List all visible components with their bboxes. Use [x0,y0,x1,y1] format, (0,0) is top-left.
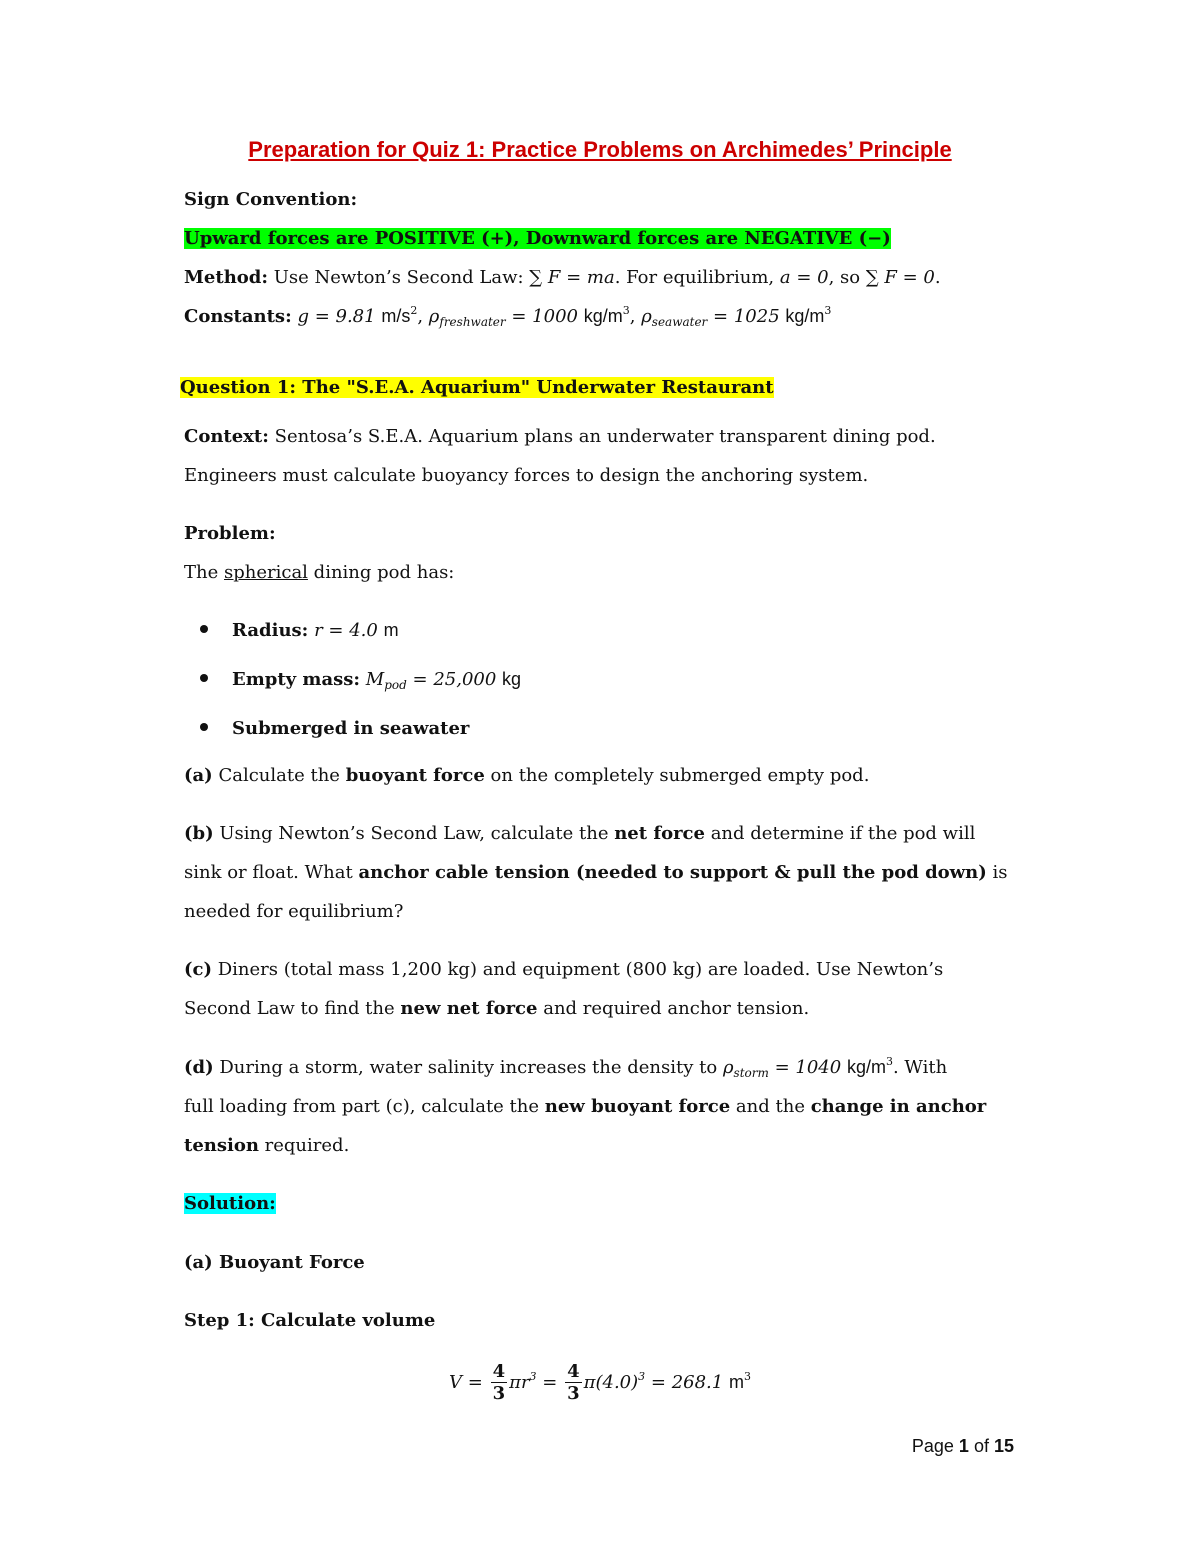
constant-rho-fresh-value: = 1000 [511,306,578,327]
method-eq-equilibrium: F = 0 [884,267,935,288]
part-c-text-1: Diners (total mass 1,200 kg) and equipment (800 kg) are loaded. Use Newton’s [217,959,944,980]
bullet-dot [200,625,208,633]
pod-intro-spherical: spherical [224,562,308,583]
footer-page-number: 1 [958,1436,969,1456]
fraction-numerator: 4 [492,1361,506,1382]
method-so: , so ∑ [828,267,879,288]
method-line [184,267,941,289]
eq-result-unit: m [728,1372,744,1393]
part-c-line-2 [184,998,809,1020]
question1-heading-text: Question 1: The "S.E.A. Aquarium" Underwater Restaurant [180,377,774,398]
part-a-bold: buoyant force [345,765,485,786]
mass-symbol: M [365,669,385,690]
part-d-bold-1: new buoyant force [544,1096,731,1117]
context-text-1: Sentosa’s S.E.A. Aquarium plans an underwater transparent dining pod. [274,426,936,447]
part-b-bold-2: anchor cable tension (needed to support & pull the pod down) [358,862,987,883]
part-b-bold-1: net force [614,823,705,844]
part-b-text-1: Using Newton’s Second Law, calculate the [219,823,609,844]
part-d-bold-2: change in anchor [810,1096,987,1117]
pod-intro-pre: The [184,562,219,583]
part-b-line-3: needed for equilibrium? [184,901,404,922]
context-label: Context: [184,426,269,447]
method-eq-accel: a = 0 [779,267,829,288]
context-line-1 [184,426,936,448]
part-b-line-2 [184,862,1008,884]
fraction-denominator: 3 [492,1382,506,1404]
part-c-label: (c) [184,959,212,980]
context-line-2: Engineers must calculate buoyancy forces to design the anchoring system. [184,465,869,486]
part-d-line-1: (d) During a storm, water salinity increases the density to $\rho_{storm} = 1040$ $kg/m^3$. With [184,1055,948,1080]
method-label: Method: [184,267,269,288]
part-b-text-2: and determine if the pod will [710,823,976,844]
eq-result: = 268.1 [650,1372,724,1394]
sign-convention-rule [184,228,891,250]
footer-page-total: 15 [993,1436,1014,1456]
method-eq-newton: F = ma [547,267,615,288]
pod-intro-post: dining pod has: [313,562,455,583]
problem-label: Problem: [184,523,276,544]
part-b-label: (b) [184,823,214,844]
bullet-submerged [200,718,469,740]
footer-of-word: of [973,1436,989,1456]
part-c-text-2: Second Law to find the [184,998,395,1019]
sign-convention-heading: Sign Convention: [184,189,358,210]
bullet-radius [200,620,399,642]
fraction-four-thirds [491,1362,508,1404]
part-a-text-1: Calculate the [218,765,340,786]
footer-page-word: Page [911,1436,954,1456]
solution-heading [184,1193,276,1215]
fraction-denominator-2: 3 [567,1382,580,1404]
bullet-dot [200,674,208,682]
constant-rho-fresh-sub: freshwater [439,315,506,329]
volume-equation: V = $\frac{4}{3}$ $\pi r^3$ = $\frac{4}{3}$ $\pi(4.0)^3 = 268.1$ $m^3$ [449,1361,751,1404]
fraction-numerator-2: 4 [567,1361,580,1382]
solution-step-1: Step 1: Calculate volume [184,1310,436,1331]
part-d-label: (d) [184,1057,214,1078]
method-mid: . For equilibrium, [614,267,775,288]
constant-rho-fresh-unit: kg/m [583,306,623,326]
constants-label: Constants: [184,306,292,327]
part-d-rho-unit: kg/m [846,1057,886,1077]
part-d-bold-3: tension [184,1135,259,1156]
constant-rho-fresh-symbol: ρ [428,306,440,327]
constant-rho-sea-sub: seawater [651,315,708,329]
constant-g-unit: m/s [381,306,411,326]
constant-rho-sea-value: = 1025 [713,306,780,327]
radius-label: Radius: [232,620,309,641]
solution-part-a-heading: (a) Buoyant Force [184,1252,365,1273]
method-end: . [934,267,941,288]
eq-v-label: V = [449,1372,483,1394]
constants-line: Constants: g = 9.81 $m/s^2$, $\rho_{freshwater} = 1000$ $kg/m^3$, $\rho_{seawater} = 1025$ $kg/m^3$ [184,304,832,329]
part-c-bold: new net force [400,998,538,1019]
mass-unit: kg [502,669,522,689]
part-d-rho-value: = 1040 [774,1057,842,1078]
eq-pi-value: π(4.0) [583,1372,639,1394]
radius-equation: r = 4.0 [314,620,378,641]
part-d-text-1: During a storm, water salinity increases the density to [219,1057,718,1078]
part-d-line-3 [184,1135,349,1157]
part-c-text-3: and required anchor tension. [543,998,810,1019]
page-footer [912,1436,1014,1457]
bullet-mass [200,669,521,691]
eq-pi-r: πr [509,1372,530,1394]
part-c-line-1 [184,959,943,981]
bullet-dot [200,723,208,731]
fraction-four-thirds-2 [565,1362,582,1404]
part-d-line-2 [184,1096,986,1118]
constant-rho-sea-unit: kg/m [785,306,825,326]
question1-heading [180,377,774,399]
submerged-text: Submerged in seawater [232,718,470,739]
mass-subscript: pod [384,678,407,692]
part-d-text-5: required. [264,1135,350,1156]
page-title: Preparation for Quiz 1: Practice Problems on Archimedes’ Principle [248,137,952,162]
part-b-text-3: sink or float. What [184,862,353,883]
pod-intro [184,562,454,584]
constant-g: g = 9.81 [297,306,376,327]
part-d-text-2: . With [892,1057,948,1078]
mass-value: = 25,000 [412,669,497,690]
part-d-text-4: and the [735,1096,805,1117]
part-d-rho-symbol: ρ [722,1057,734,1078]
part-d-rho-subscript: storm [733,1066,769,1080]
eq-equals: = [542,1372,558,1394]
part-a-text-2: on the completely submerged empty pod. [490,765,870,786]
part-b-line-1 [184,823,975,845]
mass-label: Empty mass: [232,669,361,690]
method-text: Use Newton’s Second Law: ∑ [273,267,543,288]
sign-convention-rule-text: Upward forces are POSITIVE (+), Downward forces are NEGATIVE (−) [184,228,891,249]
part-a [184,765,869,787]
constant-rho-sea-symbol: ρ [641,306,652,327]
solution-heading-text: Solution: [184,1193,276,1214]
part-b-text-4: is [992,862,1008,883]
part-d-text-3: full loading from part (c), calculate the [184,1096,540,1117]
radius-unit: m [383,620,399,640]
part-a-label: (a) [184,765,213,786]
